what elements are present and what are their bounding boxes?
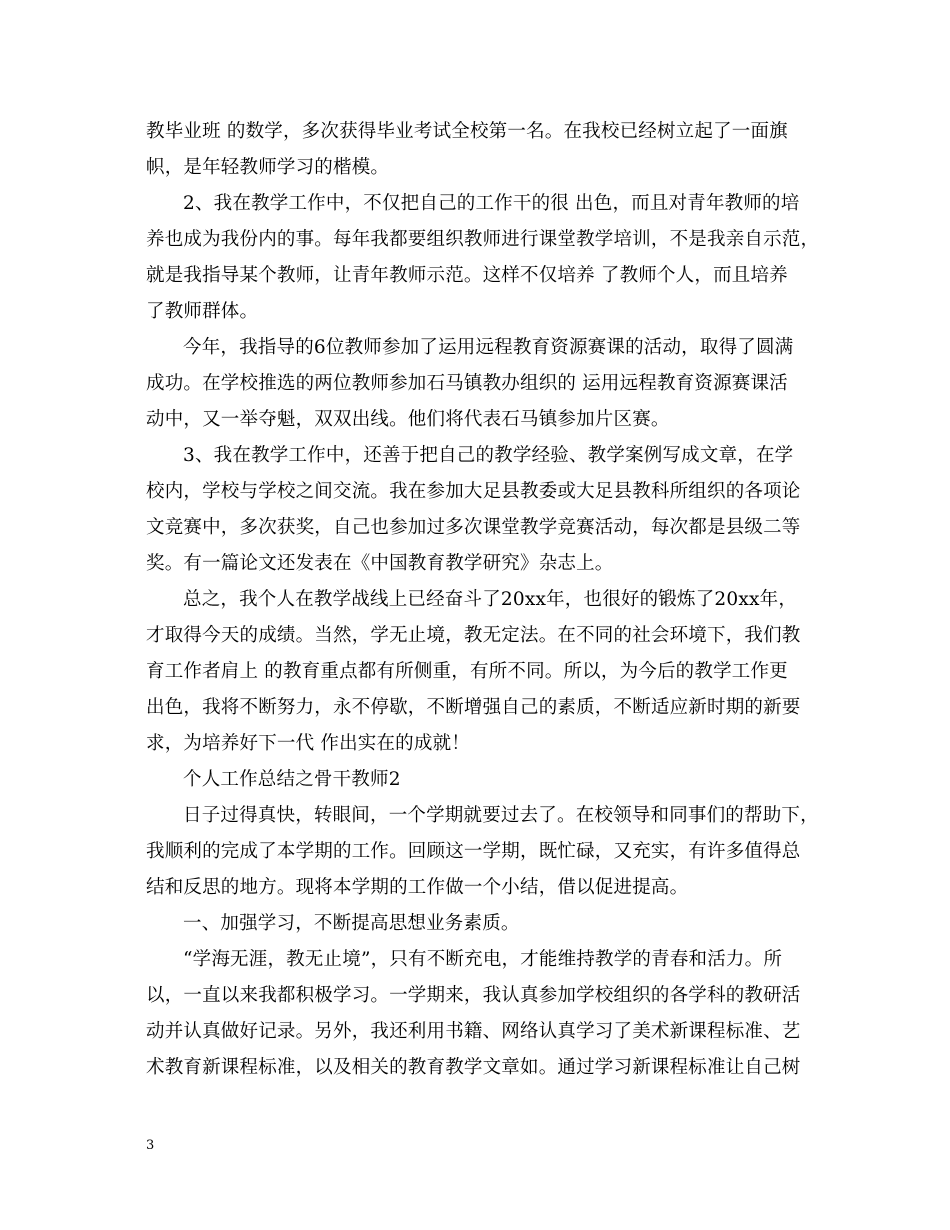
text-line: 我顺利的完成了本学期的工作。回顾这一学期，既忙碌，又充实，有许多值得总 (146, 841, 801, 862)
text-line: 求，为培养好下一代 作出实在的成就！ (146, 733, 470, 754)
text-line: 育工作者肩上 的教育重点都有所侧重，有所不同。所以，为今后的教学工作更 (146, 661, 788, 682)
text-line: 就是我指导某个教师，让青年教师示范。这样不仅培养 了教师个人，而且培养 (146, 265, 788, 286)
text-line: 总之，我个人在教学战线上已经奋斗了20xx年，也很好的锻炼了20xx年， (183, 589, 798, 610)
text-line: 术教育新课程标准，以及相关的教育教学文章如。通过学习新课程标准让自己树 (146, 1057, 801, 1078)
text-line: 动并认真做好记录。另外，我还利用书籍、网络认真学习了美术新课程标准、艺 (146, 1021, 801, 1042)
text-line: 奖。有一篇论文还发表在《中国教育教学研究》杂志上。 (146, 553, 614, 574)
text-line: 成功。在学校推选的两位教师参加石马镇教办组织的 运用远程教育资源赛课活 (146, 373, 788, 394)
text-line: 结和反思的地方。现将本学期的工作做一个小结，借以促进提高。 (146, 877, 689, 898)
text-line: 2、我在教学工作中，不仅把自己的工作干的很 出色，而且对青年教师的培 (183, 193, 800, 214)
text-line: 出色，我将不断努力，永不停歇，不断增强自己的素质，不断适应新时期的新要 (146, 697, 801, 718)
text-line: 3、我在教学工作中，还善于把自己的教学经验、教学案例写成文章，在学 (183, 445, 794, 466)
text-line: 以，一直以来我都积极学习。一学期来，我认真参加学校组织的各学科的教研活 (146, 985, 801, 1006)
text-line: 文竞赛中，多次获奖，自己也参加过多次课堂教学竞赛活动，每次都是县级二等 (146, 517, 801, 538)
text-line: 帜，是年轻教师学习的楷模。 (146, 157, 390, 178)
section-heading: 个人工作总结之骨干教师2 (183, 769, 401, 790)
text-line: 校内，学校与学校之间交流。我在参加大足县教委或大足县教科所组织的各项论 (146, 481, 801, 502)
page-number: 3 (146, 1138, 155, 1153)
text-line: 养也成为我份内的事。每年我都要组织教师进行课堂教学培训，不是我亲自示范， (146, 229, 820, 250)
text-line: 教毕业班 的数学，多次获得毕业考试全校第一名。在我校已经树立起了一面旗 (146, 121, 788, 142)
text-line: 了教师群体。 (146, 301, 259, 322)
text-line: 动中，又一举夺魁，双双出线。他们将代表石马镇参加片区赛。 (146, 409, 670, 430)
text-line: 才取得今天的成绩。当然，学无止境，教无定法。在不同的社会环境下，我们教 (146, 625, 801, 646)
text-line: “学海无涯，教无止境”，只有不断充电，才能维持教学的青春和活力。所 (183, 949, 783, 970)
text-line: 一、加强学习，不断提高思想业务素质。 (183, 913, 520, 934)
text-line: 日子过得真快，转眼间，一个学期就要过去了。在校领导和同事们的帮助下， (183, 805, 819, 826)
text-line: 今年，我指导的6位教师参加了运用远程教育资源赛课的活动，取得了圆满 (183, 337, 794, 358)
